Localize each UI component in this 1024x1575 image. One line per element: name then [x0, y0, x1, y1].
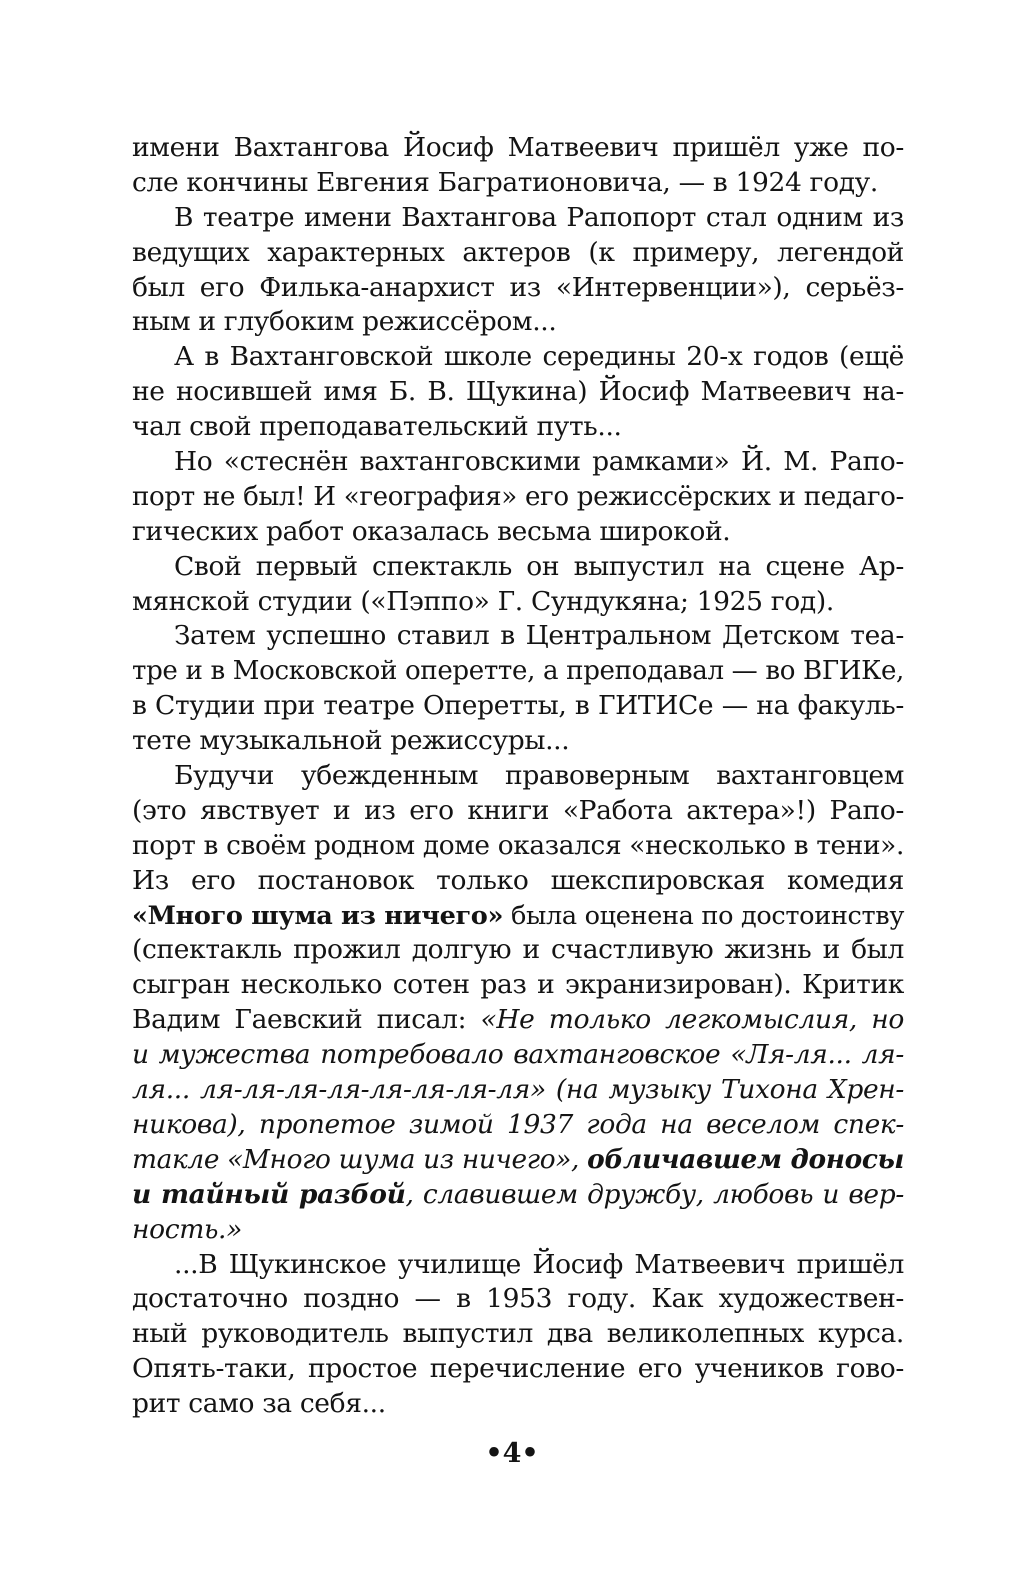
text-segment: была оценена по достоинству	[503, 900, 905, 931]
text-segment: (спектакль прожил долгую и счастливую жизнь и был	[132, 934, 904, 966]
text-segment: Вадим Гаевский писал:	[132, 1004, 481, 1036]
text-line	[132, 445, 904, 480]
text-segment: ность.»	[132, 1213, 242, 1245]
text-line	[132, 1213, 904, 1248]
text-line	[132, 794, 904, 829]
paragraph	[132, 1248, 904, 1422]
text-line	[132, 1038, 904, 1073]
text-segment: «Много шума из ничего»	[132, 900, 504, 931]
text-line	[132, 305, 904, 340]
text-line	[132, 1387, 904, 1422]
text-line	[132, 1003, 904, 1038]
text-line	[132, 1108, 904, 1143]
text-segment: рит само за себя...	[132, 1388, 386, 1420]
text-line	[132, 410, 904, 445]
text-segment: Из его постановок только шекспировская комедия	[132, 864, 904, 896]
text-line	[132, 864, 904, 899]
text-line	[132, 131, 904, 166]
text-segment: чал свой преподавательский путь...	[132, 411, 622, 443]
text-segment: Опять-таки, простое перечисление его учеников гово-	[132, 1353, 904, 1385]
body-text	[132, 131, 904, 1422]
text-line	[132, 1248, 904, 1283]
text-segment: достаточно поздно — в 1953 году. Как художествен-	[132, 1283, 904, 1315]
text-segment: мянской студии («Пэппо» Г. Сундукяна; 1925 год).	[132, 585, 834, 617]
text-segment: тре и в Московской оперетте, а преподавал — во ВГИКе,	[132, 656, 904, 687]
text-segment: гических работ оказалась весьма широкой.	[132, 515, 731, 547]
text-line	[132, 968, 904, 1003]
text-line	[132, 759, 904, 794]
text-line	[132, 271, 904, 306]
text-line	[132, 236, 904, 271]
text-line	[132, 1282, 904, 1317]
text-line	[132, 550, 904, 585]
text-line	[132, 1178, 904, 1213]
text-line	[132, 201, 904, 236]
text-segment: ным и глубоким режиссёром...	[132, 306, 557, 338]
text-segment: сле кончины Евгения Багратионовича, — в 1924 году.	[132, 166, 878, 198]
text-line	[132, 515, 904, 550]
text-line	[132, 1073, 904, 1108]
text-segment: порт в своём родном доме оказался «несколько в тени».	[132, 830, 904, 861]
page-number: •4•	[485, 1438, 539, 1469]
text-line	[132, 829, 904, 864]
text-segment: «Не только легкомыслия, но	[480, 1004, 904, 1036]
text-segment: и тайный разбой	[132, 1178, 406, 1210]
paragraph	[132, 445, 904, 550]
text-segment: порт не был! И «география» его режиссёрских и педаго-	[132, 481, 904, 512]
paragraph	[132, 131, 904, 201]
text-line	[132, 166, 904, 201]
text-line	[132, 689, 904, 724]
text-line	[132, 480, 904, 515]
text-line	[132, 1143, 904, 1178]
text-segment: имени Вахтангова Йосиф Матвеевич пришёл уже по-	[132, 132, 904, 163]
text-line	[132, 1352, 904, 1387]
text-segment: тете музыкальной режиссуры...	[132, 725, 570, 757]
text-segment: , славившем дружбу, любовь и вер-	[405, 1178, 904, 1210]
text-segment: ...В Щукинское училище Йосиф Матвеевич пришёл	[174, 1248, 904, 1280]
text-line	[132, 619, 904, 654]
text-segment: и мужества потребовало вахтанговское «Ля-ля... ля-	[132, 1039, 904, 1071]
text-segment: ля... ля-ля-ля-ля-ля-ля-ля-ля»	[132, 1074, 546, 1106]
text-line	[132, 1317, 904, 1352]
text-segment: в Студии при театре Оперетты, в ГИТИСе — на факуль-	[132, 690, 904, 722]
text-segment: сыгран несколько сотен раз и экранизирован). Критик	[132, 969, 904, 1001]
paragraph	[132, 550, 904, 620]
paragraph	[132, 201, 904, 341]
text-segment: Будучи убежденным правоверным вахтанговцем	[174, 760, 904, 792]
text-segment: ный руководитель выпустил два великолепных курса.	[132, 1318, 904, 1350]
text-segment: такле «Много шума из ничего»,	[132, 1144, 588, 1175]
text-line	[132, 375, 904, 410]
text-segment: был его Филька-анархист из «Интервенции»), серьёз-	[132, 271, 904, 303]
text-line	[132, 899, 904, 934]
text-segment: не носившей имя Б. В. Щукина) Йосиф Матвеевич на-	[132, 376, 904, 408]
paragraph	[132, 340, 904, 445]
text-line	[132, 933, 904, 968]
text-segment: (на музыку Тихона Хрен-	[545, 1074, 904, 1106]
paragraph	[132, 759, 904, 1247]
text-line	[132, 340, 904, 375]
text-line	[132, 654, 904, 689]
text-segment: Свой первый спектакль он выпустил на сцене Ар-	[174, 550, 904, 582]
text-segment: Но «стеснён вахтанговскими рамками» Й. М. Рапо-	[174, 446, 904, 478]
text-segment: Затем успешно ставил в Центральном Детском теа-	[174, 620, 904, 652]
text-segment: никова), пропетое зимой 1937 года на веселом спек-	[132, 1108, 904, 1140]
text-segment: А в Вахтанговской школе середины 20-х годов (ещё	[174, 341, 904, 373]
paragraph	[132, 619, 904, 759]
text-segment: ведущих характерных актеров (к примеру, легендой	[132, 236, 904, 268]
text-line	[132, 724, 904, 759]
text-segment: В театре имени Вахтангова Рапопорт стал одним из	[174, 201, 904, 233]
text-line	[132, 585, 904, 620]
text-segment: (это явствует и из его книги «Работа актера»!) Рапо-	[132, 794, 904, 826]
text-segment: обличавшем доносы	[587, 1143, 904, 1175]
